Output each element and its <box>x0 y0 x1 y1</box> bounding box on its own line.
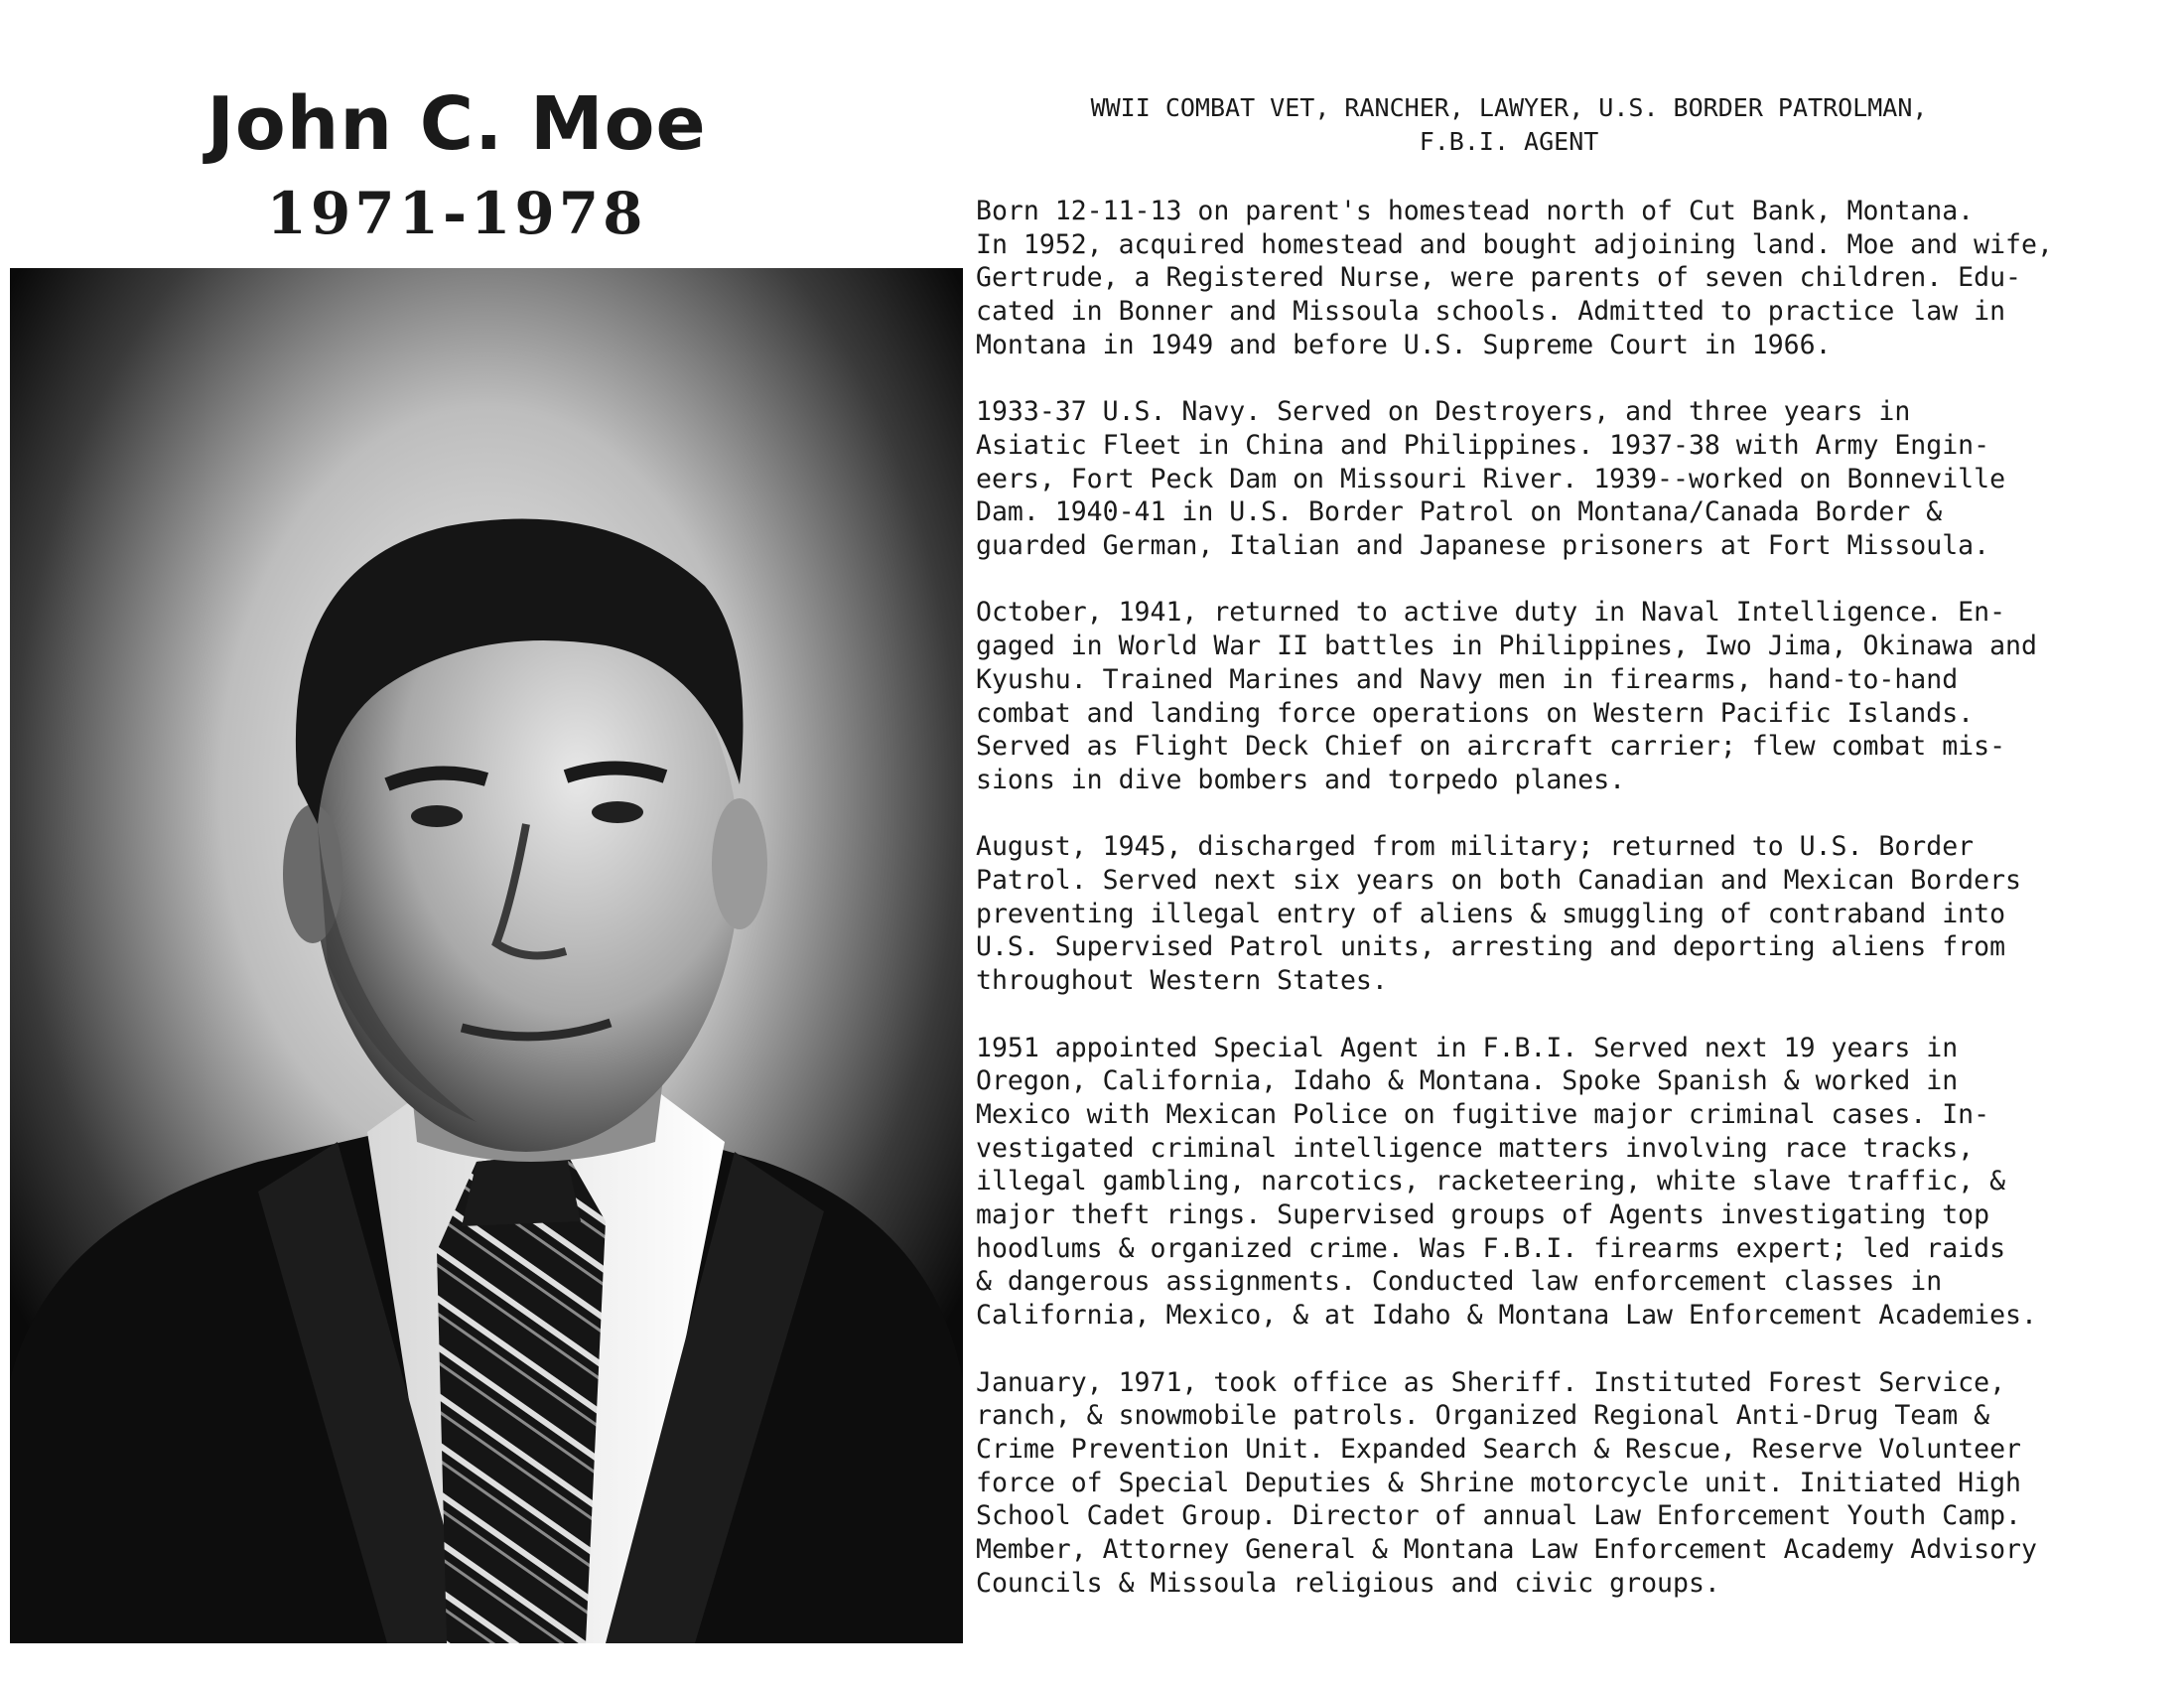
person-name: John C. Moe <box>206 81 707 167</box>
bio-paragraph-early-life: Born 12-11-13 on parent's homestead north of Cut Bank, Montana. In 1952, acquired homestead and bought adjoining land. Moe and wife, Gertrude, a Registered Nurse, were parents of seven children. Edu- cated in Bonner and Missoula schools. Admitted to practice law in Montana in 1949 and before U.S. Supreme Court in 1966. <box>976 196 2053 360</box>
term-years: 1971-1978 <box>266 180 647 247</box>
portrait-photo <box>10 268 963 1643</box>
bio-paragraph-wwii: October, 1941, returned to active duty in Naval Intelligence. En- gaged in World War II battles in Philippines, Iwo Jima, Okinawa and Kyushu. Trained Marines and Navy men in firearms, hand-to-hand combat and landing force operations on Western Pacific Islands. Served as Flight Deck Chief on aircraft carrier; flew combat mis- sions in dive bombers and torpedo planes. <box>976 597 2037 795</box>
bio-paragraph-navy: 1933-37 U.S. Navy. Served on Destroyers, and three years in Asiatic Fleet in China and Philippines. 1937-38 with Army Engin- eers, Fort Peck Dam on Missouri River. 1939--worked on Bonneville Dam. 1940-41 in U.S. Border Patrol on Montana/Canada Border & guarded German, Italian and Japanese prisoners at Fort Missoula. <box>976 396 2006 562</box>
headline: WWII COMBAT VET, RANCHER, LAWYER, U.S. BORDER PATROLMAN, F.B.I. AGENT <box>1090 93 1928 156</box>
bio-paragraph-fbi: 1951 appointed Special Agent in F.B.I. Served next 19 years in Oregon, California, Idaho & Montana. Spoke Spanish & worked in Mexico with Mexican Police on fugitive major criminal cases. In- vestigated criminal intelligence matters involving race tracks, illegal gambling, narcotics, racketeering, white slave traffic, & major theft rings. Supervised groups of Agents investigating top hoodlums & organized crime. Was F.B.I. firearms expert; led raids & dangerous assignments. Conducted law enforcement classes in California, Mexico, & at Idaho & Montana Law Enforcement Academies. <box>976 1032 2037 1332</box>
biography <box>976 195 2167 1633</box>
bio-paragraph-sheriff: January, 1971, took office as Sheriff. Instituted Forest Service, ranch, & snowmobile patrols. Organized Regional Anti-Drug Team & Crime Prevention Unit. Expanded Search & Rescue, Reserve Volunteer force of Special Deputies & Shrine motorcycle unit. Initiated High School Cadet Group. Director of annual Law Enforcement Youth Camp. Member, Attorney General & Montana Law Enforcement Academy Advisory Councils & Missoula religious and civic groups. <box>976 1366 2037 1599</box>
bio-paragraph-border-patrol: August, 1945, discharged from military; returned to U.S. Border Patrol. Served next six years on both Canadian and Mexican Borders preventing illegal entry of aliens & smuggling of contraband into U.S. Supervised Patrol units, arresting and deporting aliens from throughout Western States. <box>976 831 2021 997</box>
